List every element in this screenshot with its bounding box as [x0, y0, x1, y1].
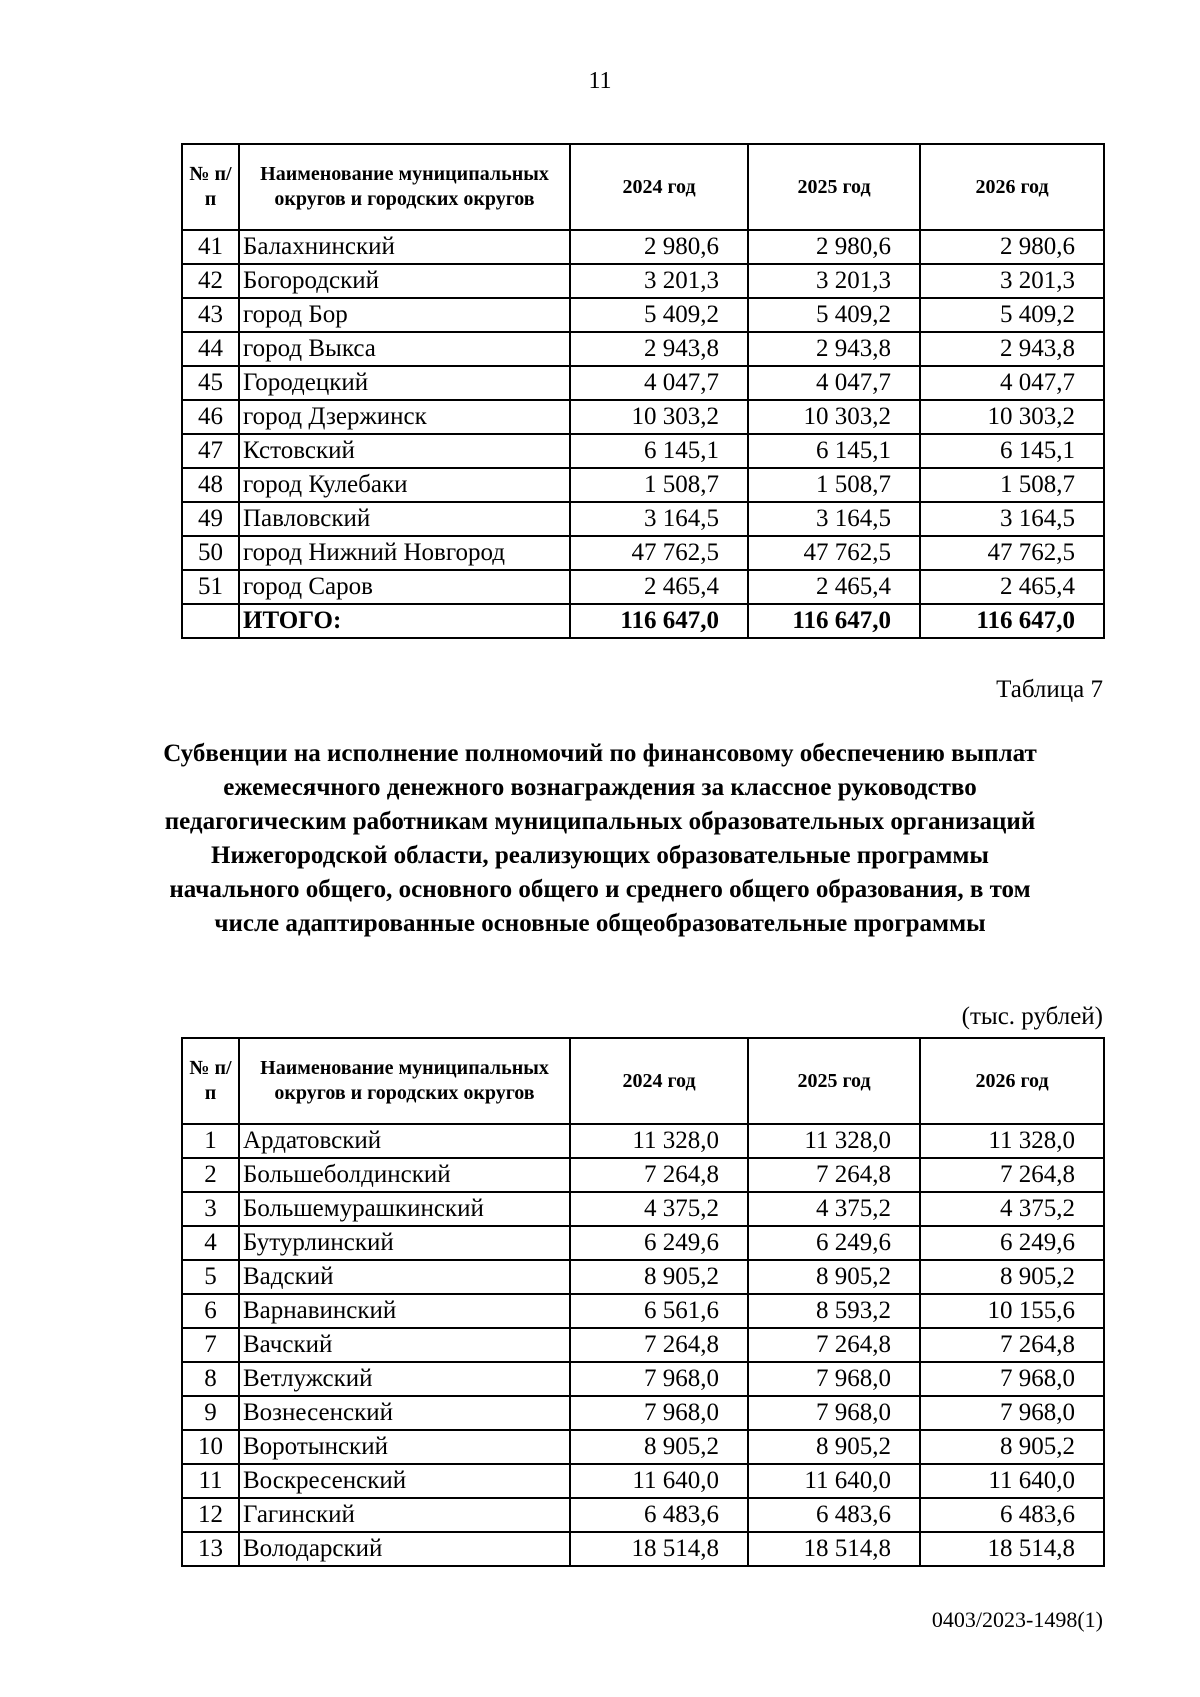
- row-number: 50: [182, 536, 239, 570]
- district-name: Бутурлинский: [239, 1226, 570, 1260]
- value-2024: 7 264,8: [570, 1158, 748, 1192]
- total-2026: 116 647,0: [920, 604, 1104, 638]
- value-2024: 6 561,6: [570, 1294, 748, 1328]
- row-number: 46: [182, 400, 239, 434]
- total-row: [182, 604, 1104, 638]
- value-2026: 2 980,6: [920, 230, 1104, 264]
- value-2026: 4 047,7: [920, 366, 1104, 400]
- table-7-label: Таблица 7: [996, 676, 1103, 703]
- table-row: [182, 1396, 1104, 1430]
- table-row: [182, 264, 1104, 298]
- value-2024: 4 375,2: [570, 1192, 748, 1226]
- table-row: [182, 1328, 1104, 1362]
- table-header-row: [182, 1038, 1104, 1124]
- value-2024: 3 164,5: [570, 502, 748, 536]
- row-number: 8: [182, 1362, 239, 1396]
- value-2026: 5 409,2: [920, 298, 1104, 332]
- value-2025: 3 201,3: [748, 264, 920, 298]
- row-number: 3: [182, 1192, 239, 1226]
- col-header-2024: 2024 год: [570, 1038, 748, 1124]
- row-number: 12: [182, 1498, 239, 1532]
- table-7: [181, 1037, 1105, 1567]
- table-row: [182, 570, 1104, 604]
- table-header-row: [182, 144, 1104, 230]
- value-2024: 2 943,8: [570, 332, 748, 366]
- value-2026: 10 155,6: [920, 1294, 1104, 1328]
- table-row: [182, 1192, 1104, 1226]
- value-2025: 10 303,2: [748, 400, 920, 434]
- value-2024: 3 201,3: [570, 264, 748, 298]
- district-name: Вадский: [239, 1260, 570, 1294]
- value-2026: 1 508,7: [920, 468, 1104, 502]
- district-name: Богородский: [239, 264, 570, 298]
- value-2026: 3 201,3: [920, 264, 1104, 298]
- value-2026: 7 264,8: [920, 1328, 1104, 1362]
- value-2025: 2 980,6: [748, 230, 920, 264]
- value-2025: 7 264,8: [748, 1158, 920, 1192]
- value-2026: 11 640,0: [920, 1464, 1104, 1498]
- value-2025: 5 409,2: [748, 298, 920, 332]
- district-name: Кстовский: [239, 434, 570, 468]
- row-number: 7: [182, 1328, 239, 1362]
- district-name: город Бор: [239, 298, 570, 332]
- district-name: Большеболдинский: [239, 1158, 570, 1192]
- value-2026: 6 483,6: [920, 1498, 1104, 1532]
- total-2025: 116 647,0: [748, 604, 920, 638]
- value-2024: 7 264,8: [570, 1328, 748, 1362]
- page-number: 11: [588, 68, 612, 94]
- value-2026: 2 465,4: [920, 570, 1104, 604]
- table-row: [182, 1464, 1104, 1498]
- district-name: город Саров: [239, 570, 570, 604]
- unit-note: (тыс. рублей): [961, 1003, 1103, 1030]
- row-number: 2: [182, 1158, 239, 1192]
- col-header-no: № п/п: [182, 144, 239, 230]
- row-number: 1: [182, 1124, 239, 1158]
- table-row: [182, 1362, 1104, 1396]
- value-2024: 47 762,5: [570, 536, 748, 570]
- row-number: 44: [182, 332, 239, 366]
- row-number: 51: [182, 570, 239, 604]
- district-name: город Дзержинск: [239, 400, 570, 434]
- row-number: 9: [182, 1396, 239, 1430]
- district-name: город Нижний Новгород: [239, 536, 570, 570]
- value-2024: 8 905,2: [570, 1260, 748, 1294]
- total-2024: 116 647,0: [570, 604, 748, 638]
- table-row: [182, 1158, 1104, 1192]
- district-name: Воротынский: [239, 1430, 570, 1464]
- value-2024: 1 508,7: [570, 468, 748, 502]
- table-row: [182, 1226, 1104, 1260]
- value-2026: 10 303,2: [920, 400, 1104, 434]
- district-name: Балахнинский: [239, 230, 570, 264]
- value-2026: 7 968,0: [920, 1362, 1104, 1396]
- value-2025: 7 968,0: [748, 1396, 920, 1430]
- col-header-2025: 2025 год: [748, 1038, 920, 1124]
- district-name: Большемурашкинский: [239, 1192, 570, 1226]
- table-row: [182, 332, 1104, 366]
- value-2024: 6 483,6: [570, 1498, 748, 1532]
- table-row: [182, 434, 1104, 468]
- table-7-title: Субвенции на исполнение полномочий по финансовому обеспечению выплат ежемесячного денежного вознаграждения за классное руководство педагогическим работникам муниципальных образовательных организаций Нижегородской области, реализующих образовательные программы начального общего, основного общего и среднего общего образования, в том числе адаптированные основные общеобразовательные программы: [163, 740, 1037, 937]
- row-number: 5: [182, 1260, 239, 1294]
- row-number: 42: [182, 264, 239, 298]
- col-header-name: Наименование муниципальных округов и городских округов: [239, 144, 570, 230]
- col-header-2026: 2026 год: [920, 144, 1104, 230]
- district-name: Ветлужский: [239, 1362, 570, 1396]
- value-2024: 11 640,0: [570, 1464, 748, 1498]
- row-number: 48: [182, 468, 239, 502]
- table-row: [182, 1260, 1104, 1294]
- col-header-2026: 2026 год: [920, 1038, 1104, 1124]
- value-2024: 2 465,4: [570, 570, 748, 604]
- district-name: Городецкий: [239, 366, 570, 400]
- table-row: [182, 298, 1104, 332]
- table-row: [182, 400, 1104, 434]
- value-2024: 6 145,1: [570, 434, 748, 468]
- value-2025: 3 164,5: [748, 502, 920, 536]
- value-2024: 7 968,0: [570, 1362, 748, 1396]
- value-2026: 2 943,8: [920, 332, 1104, 366]
- row-number: 45: [182, 366, 239, 400]
- total-label: ИТОГО:: [239, 604, 570, 638]
- value-2024: 18 514,8: [570, 1532, 748, 1566]
- table-row: [182, 366, 1104, 400]
- value-2025: 47 762,5: [748, 536, 920, 570]
- value-2025: 1 508,7: [748, 468, 920, 502]
- total-no-cell: [182, 604, 239, 638]
- row-number: 13: [182, 1532, 239, 1566]
- value-2025: 11 640,0: [748, 1464, 920, 1498]
- value-2025: 7 968,0: [748, 1362, 920, 1396]
- district-name: Гагинский: [239, 1498, 570, 1532]
- value-2025: 18 514,8: [748, 1532, 920, 1566]
- district-name: город Кулебаки: [239, 468, 570, 502]
- value-2026: 11 328,0: [920, 1124, 1104, 1158]
- value-2025: 4 375,2: [748, 1192, 920, 1226]
- value-2026: 47 762,5: [920, 536, 1104, 570]
- table-row: [182, 1294, 1104, 1328]
- row-number: 47: [182, 434, 239, 468]
- col-header-name: Наименование муниципальных округов и городских округов: [239, 1038, 570, 1124]
- value-2026: 4 375,2: [920, 1192, 1104, 1226]
- value-2025: 6 145,1: [748, 434, 920, 468]
- district-name: Павловский: [239, 502, 570, 536]
- value-2024: 11 328,0: [570, 1124, 748, 1158]
- row-number: 6: [182, 1294, 239, 1328]
- value-2024: 2 980,6: [570, 230, 748, 264]
- value-2026: 7 968,0: [920, 1396, 1104, 1430]
- col-header-2025: 2025 год: [748, 144, 920, 230]
- table-row: [182, 230, 1104, 264]
- value-2024: 6 249,6: [570, 1226, 748, 1260]
- value-2025: 6 483,6: [748, 1498, 920, 1532]
- value-2024: 4 047,7: [570, 366, 748, 400]
- row-number: 11: [182, 1464, 239, 1498]
- table-row: [182, 1532, 1104, 1566]
- value-2025: 7 264,8: [748, 1328, 920, 1362]
- value-2024: 8 905,2: [570, 1430, 748, 1464]
- value-2025: 2 943,8: [748, 332, 920, 366]
- table-row: [182, 468, 1104, 502]
- value-2026: 7 264,8: [920, 1158, 1104, 1192]
- value-2025: 8 905,2: [748, 1430, 920, 1464]
- district-name: Вознесенский: [239, 1396, 570, 1430]
- value-2024: 7 968,0: [570, 1396, 748, 1430]
- table-row: [182, 1430, 1104, 1464]
- district-name: Вачский: [239, 1328, 570, 1362]
- value-2026: 3 164,5: [920, 502, 1104, 536]
- district-name: Володарский: [239, 1532, 570, 1566]
- document-code: 0403/2023-1498(1): [931, 1607, 1103, 1632]
- district-name: Ардатовский: [239, 1124, 570, 1158]
- value-2026: 8 905,2: [920, 1430, 1104, 1464]
- value-2025: 8 593,2: [748, 1294, 920, 1328]
- district-name: город Выкса: [239, 332, 570, 366]
- value-2026: 8 905,2: [920, 1260, 1104, 1294]
- value-2025: 11 328,0: [748, 1124, 920, 1158]
- district-name: Воскресенский: [239, 1464, 570, 1498]
- row-number: 41: [182, 230, 239, 264]
- table-row: [182, 502, 1104, 536]
- value-2026: 6 249,6: [920, 1226, 1104, 1260]
- col-header-no: № п/п: [182, 1038, 239, 1124]
- table-row: [182, 1498, 1104, 1532]
- row-number: 43: [182, 298, 239, 332]
- district-name: Варнавинский: [239, 1294, 570, 1328]
- row-number: 10: [182, 1430, 239, 1464]
- value-2026: 6 145,1: [920, 434, 1104, 468]
- value-2026: 18 514,8: [920, 1532, 1104, 1566]
- table-6: [181, 143, 1105, 639]
- table-row: [182, 536, 1104, 570]
- value-2025: 8 905,2: [748, 1260, 920, 1294]
- value-2025: 6 249,6: [748, 1226, 920, 1260]
- value-2025: 2 465,4: [748, 570, 920, 604]
- row-number: 49: [182, 502, 239, 536]
- value-2024: 5 409,2: [570, 298, 748, 332]
- col-header-2024: 2024 год: [570, 144, 748, 230]
- value-2025: 4 047,7: [748, 366, 920, 400]
- table-row: [182, 1124, 1104, 1158]
- value-2024: 10 303,2: [570, 400, 748, 434]
- row-number: 4: [182, 1226, 239, 1260]
